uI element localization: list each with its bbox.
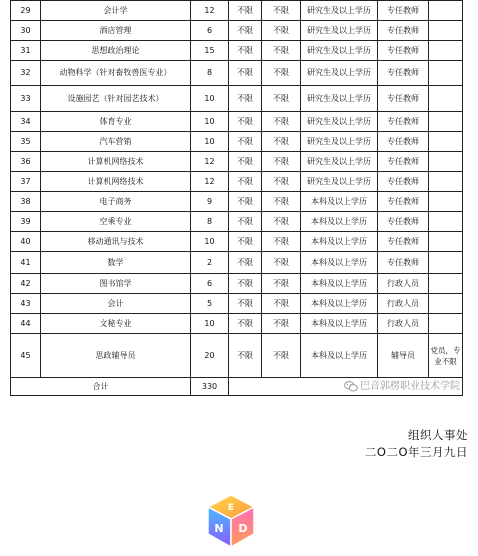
colorful-cube-logo-icon [205,493,257,549]
requirement-cell: 不限 [262,172,301,192]
post-type-cell: 专任教师 [378,192,429,212]
post-name: 会计 [41,294,191,314]
row-number: 43 [11,294,41,314]
requirement-cell: 不限 [262,294,301,314]
note-cell [429,152,463,172]
table-row [11,294,463,314]
requirement-cell: 不限 [229,192,262,212]
education-cell: 研究生及以上学历 [301,112,378,132]
watermark-text: 巴音郭楞职业技术学院 [360,380,460,392]
row-number: 33 [11,86,41,112]
education-cell: 研究生及以上学历 [301,152,378,172]
post-count: 6 [191,21,229,41]
requirement-cell: 不限 [229,152,262,172]
post-count: 8 [191,212,229,232]
row-number: 37 [11,172,41,192]
post-count: 2 [191,252,229,274]
note-cell [429,192,463,212]
education-cell: 研究生及以上学历 [301,21,378,41]
table-row [11,274,463,294]
education-cell: 本科及以上学历 [301,334,378,378]
note-cell [429,252,463,274]
post-type-cell: 专任教师 [378,21,429,41]
requirement-cell: 不限 [229,212,262,232]
note-cell [429,21,463,41]
education-cell: 本科及以上学历 [301,252,378,274]
note-cell [429,112,463,132]
row-number: 40 [11,232,41,252]
row-number: 31 [11,41,41,61]
post-name: 图书馆学 [41,274,191,294]
requirement-cell: 不限 [229,252,262,274]
table-row [11,61,463,86]
post-name: 空乘专业 [41,212,191,232]
requirement-cell: 不限 [229,294,262,314]
table-row [11,232,463,252]
education-cell: 本科及以上学历 [301,212,378,232]
post-name: 移动通讯与技术 [41,232,191,252]
post-count: 10 [191,112,229,132]
education-cell: 研究生及以上学历 [301,86,378,112]
requirement-cell: 不限 [229,172,262,192]
post-name: 思想政治理论 [41,41,191,61]
post-name: 体育专业 [41,112,191,132]
education-cell: 本科及以上学历 [301,192,378,212]
requirement-cell: 不限 [229,274,262,294]
education-cell: 本科及以上学历 [301,274,378,294]
post-count: 12 [191,152,229,172]
requirement-cell: 不限 [229,21,262,41]
total-count: 330 [191,378,229,396]
note-cell: 党员，专业不限 [429,334,463,378]
post-count: 5 [191,294,229,314]
requirement-cell: 不限 [262,334,301,378]
post-type-cell: 专任教师 [378,172,429,192]
requirement-cell: 不限 [262,1,301,21]
post-count: 10 [191,86,229,112]
post-name: 计算机网络技术 [41,152,191,172]
post-type-cell: 专任教师 [378,41,429,61]
row-number: 44 [11,314,41,334]
post-type-cell: 专任教师 [378,86,429,112]
logo-letter: N [214,522,224,535]
note-cell [429,61,463,86]
total-empty-cell [229,378,463,396]
note-cell [429,212,463,232]
row-number: 34 [11,112,41,132]
row-number: 42 [11,274,41,294]
requirement-cell: 不限 [229,112,262,132]
row-number: 41 [11,252,41,274]
post-count: 12 [191,1,229,21]
row-number: 39 [11,212,41,232]
post-count: 12 [191,172,229,192]
total-row [11,378,463,396]
table-row [11,172,463,192]
education-cell: 本科及以上学历 [301,232,378,252]
table-row [11,334,463,378]
post-type-cell: 专任教师 [378,152,429,172]
post-type-cell: 辅导员 [378,334,429,378]
table-row [11,86,463,112]
education-cell: 本科及以上学历 [301,294,378,314]
note-cell [429,314,463,334]
table-row [11,1,463,21]
requirement-cell: 不限 [229,132,262,152]
requirement-cell: 不限 [229,1,262,21]
post-name: 设施园艺（针对园艺技术） [41,86,191,112]
education-cell: 研究生及以上学历 [301,61,378,86]
post-type-cell: 行政人员 [378,294,429,314]
post-type-cell: 行政人员 [378,274,429,294]
requirement-cell: 不限 [229,86,262,112]
requirement-cell: 不限 [262,232,301,252]
row-number: 38 [11,192,41,212]
note-cell [429,232,463,252]
wechat-icon [344,381,358,392]
requirement-cell: 不限 [229,41,262,61]
requirement-cell: 不限 [262,132,301,152]
post-name: 文秘专业 [41,314,191,334]
post-count: 10 [191,132,229,152]
requirement-cell: 不限 [262,112,301,132]
post-type-cell: 专任教师 [378,1,429,21]
table-row [11,21,463,41]
requirement-cell: 不限 [262,61,301,86]
post-type-cell: 专任教师 [378,61,429,86]
logo-letter: D [238,522,248,535]
row-number: 29 [11,1,41,21]
post-count: 10 [191,232,229,252]
row-number: 30 [11,21,41,41]
total-label: 合计 [11,378,191,396]
education-cell: 研究生及以上学历 [301,1,378,21]
requirement-cell: 不限 [229,232,262,252]
requirement-cell: 不限 [229,61,262,86]
post-count: 8 [191,61,229,86]
post-name: 汽车营销 [41,132,191,152]
table-row [11,314,463,334]
requirement-cell: 不限 [262,152,301,172]
note-cell [429,132,463,152]
note-cell [429,294,463,314]
post-name: 电子商务 [41,192,191,212]
row-number: 45 [11,334,41,378]
post-name: 计算机网络技术 [41,172,191,192]
post-name: 会计学 [41,1,191,21]
post-type-cell: 专任教师 [378,132,429,152]
table-row [11,132,463,152]
table-row [11,152,463,172]
note-cell [429,274,463,294]
table-row [11,41,463,61]
post-count: 9 [191,192,229,212]
post-count: 10 [191,314,229,334]
recruitment-table [10,0,463,396]
table-row [11,252,463,274]
signature-date: 二O二O年三月九日 [364,445,468,459]
requirement-cell: 不限 [262,212,301,232]
requirement-cell: 不限 [262,41,301,61]
requirement-cell: 不限 [229,334,262,378]
post-count: 20 [191,334,229,378]
requirement-cell: 不限 [262,192,301,212]
requirement-cell: 不限 [262,86,301,112]
note-cell [429,86,463,112]
table-row [11,112,463,132]
post-type-cell: 专任教师 [378,212,429,232]
post-type-cell: 专任教师 [378,252,429,274]
row-number: 32 [11,61,41,86]
post-count: 6 [191,274,229,294]
watermark [344,381,460,392]
post-type-cell: 行政人员 [378,314,429,334]
table-row [11,192,463,212]
note-cell [429,41,463,61]
education-cell: 研究生及以上学历 [301,172,378,192]
post-type-cell: 专任教师 [378,112,429,132]
requirement-cell: 不限 [262,21,301,41]
requirement-cell: 不限 [229,314,262,334]
post-name: 酒店管理 [41,21,191,41]
note-cell [429,172,463,192]
education-cell: 研究生及以上学历 [301,132,378,152]
post-name: 动物科学（针对畜牧兽医专业） [41,61,191,86]
row-number: 36 [11,152,41,172]
education-cell: 研究生及以上学历 [301,41,378,61]
post-type-cell: 专任教师 [378,232,429,252]
signature-department: 组织人事处 [408,428,468,442]
post-count: 15 [191,41,229,61]
table-row [11,212,463,232]
requirement-cell: 不限 [262,314,301,334]
note-cell [429,1,463,21]
requirement-cell: 不限 [262,252,301,274]
education-cell: 本科及以上学历 [301,314,378,334]
row-number: 35 [11,132,41,152]
logo-letter: E [227,503,235,513]
requirement-cell: 不限 [262,274,301,294]
post-name: 数学 [41,252,191,274]
post-name: 思政辅导员 [41,334,191,378]
